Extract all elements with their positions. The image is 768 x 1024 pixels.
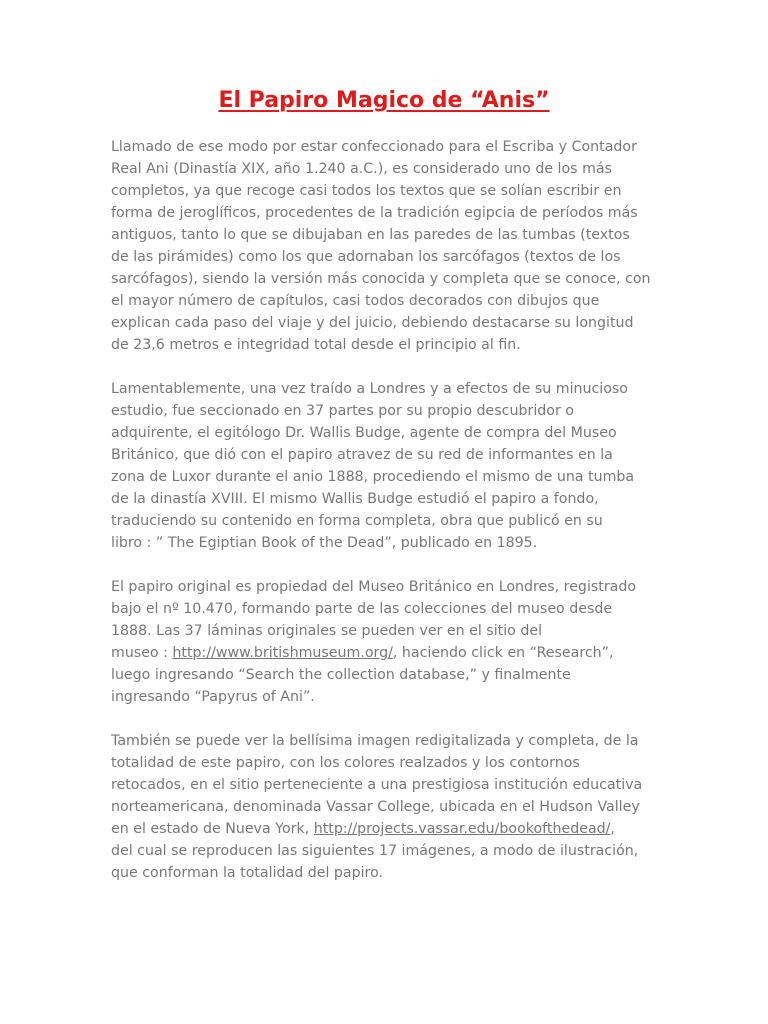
document-body xyxy=(111,136,671,906)
paragraph-british-museum-text-before: El papiro original es propiedad del Museo Británico en Londres, registrado bajo el nº 10.470, formando parte de las colecciones del museo desde 1888. Las 37 láminas originales se pueden ver en el sitio del museo : xyxy=(111,579,637,661)
paragraph-british-museum-text-after: , haciendo click en “Research”, luego ingresando “Search the collection database,” y finalmente ingresando “Papyrus of Ani”. xyxy=(111,645,614,705)
paragraph-british-museum xyxy=(111,576,671,708)
paragraph-vassar xyxy=(111,730,671,884)
vassar-link[interactable]: http://projects.vassar.edu/bookofthedead/ xyxy=(313,821,611,837)
paragraph-vassar-text-after: , del cual se reproducen las siguientes 17 imágenes, a modo de ilustración, que conforman la totalidad del papiro. xyxy=(111,821,639,881)
page-title: El Papiro Magico de “Anis” xyxy=(218,88,550,113)
paragraph-history: Lamentablemente, una vez traído a Londres y a efectos de su minucioso estudio, fue seccionado en 37 partes por su propio descubridor o adquirente, el egitólogo Dr. Wallis Budge, agente de compra del Museo Británico, que dió con el papiro atravez de su red de informantes en la zona de Luxor durante el anio 1888, procediendo el mismo de una tumba de la dinastía XVIII. El mismo Wallis Budge estudió el papiro a fondo, traduciendo su contenido en forma completa, obra que publicó en su libro : ” The Egiptian Book of the Dead”, publicado en 1895. xyxy=(111,381,635,551)
british-museum-link[interactable]: http://www.britishmuseum.org/ xyxy=(172,645,393,661)
paragraph-intro: Llamado de ese modo por estar confeccionado para el Escriba y Contador Real Ani (Dinastía XIX, año 1.240 a.C.), es considerado uno de los más completos, ya que recoge casi todos los textos que se solían escribir en forma de jeroglíficos, procedentes de la tradición egipcia de períodos más antiguos, tanto lo que se dibujaban en las paredes de las tumbas (textos de las pirámides) como los que adornaban los sarcófagos (textos de los sarcófagos), siendo la versión más conocida y completa que se conoce, con el mayor número de capítulos, casi todos decorados con dibujos que explican cada paso del viaje y del juicio, debiendo destacarse su longitud de 23,6 metros e integridad total desde el principio al fin. xyxy=(111,139,651,353)
paragraph-vassar-text-before: También se puede ver la bellísima imagen redigitalizada y completa, de la totalidad de este papiro, con los colores realzados y los contornos retocados, en el sitio perteneciente a una prestigiosa institución educativa norteamericana, denominada Vassar College, ubicada en el Hudson Valley en el estado de Nueva York, xyxy=(111,733,643,837)
